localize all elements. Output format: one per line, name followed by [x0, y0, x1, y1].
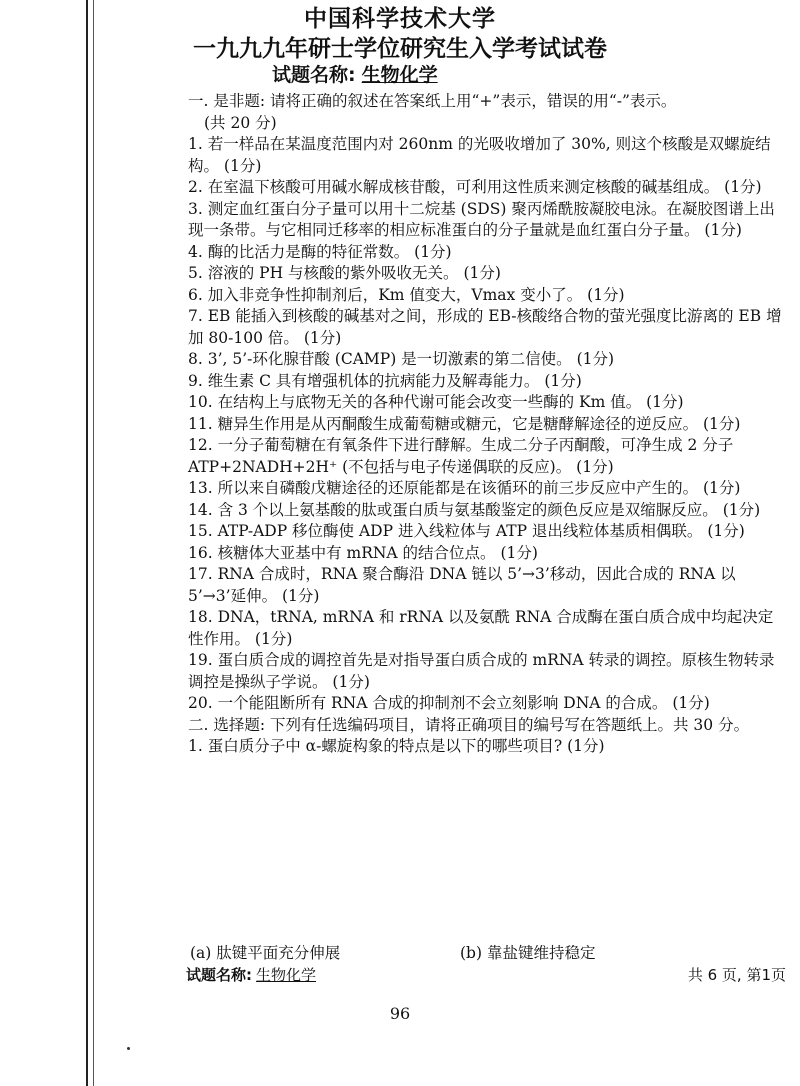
question-item: 11. 糖异生作用是从丙酮酸生成葡萄糖或糖元，它是糖酵解途径的逆反应。 (1分): [188, 414, 741, 433]
question-item: 9. 维生素 C 具有增强机体的抗病能力及解毒能力。 (1分): [188, 371, 582, 390]
footer-subject-value: 生物化学: [256, 966, 317, 984]
question-item: 16. 核糖体大亚基中有 mRNA 的结合位点。 (1分): [188, 543, 538, 562]
question-item: 1. 若一样品在某温度范围内对 260nm 的光吸收增加了 30%, 则这个核酸是双螺旋结构。 (1分): [188, 135, 771, 175]
page-footer: [186, 964, 786, 985]
question-item: 17. RNA 合成时，RNA 聚合酶沿 DNA 链以 5’→3’移动，因此合成的 RNA 以 5’→3’延伸。 (1分): [188, 565, 736, 605]
scan-speck: [127, 1047, 130, 1050]
binding-line-inner: [93, 0, 94, 1086]
university-title: 中国科学技术大学: [304, 6, 496, 32]
footer-subject: [186, 964, 316, 985]
question-item: 10. 在结构上与底物无关的各种代谢可能会改变一些酶的 Km 值。 (1分): [188, 393, 684, 411]
footer-subject-label: 试题名称:: [186, 966, 252, 984]
question-item: 12. 一分子葡萄糖在有氧条件下进行酵解。生成二分子丙酮酸，可净生成 2 分子 ATP+2NADH+2H⁺ (不包括与电子传递偶联的反应)。 (1分): [188, 436, 734, 476]
option-b: (b) 靠盐键维持稳定: [460, 944, 596, 962]
footer-page-info: 共 6 页, 第1页: [687, 966, 786, 984]
section2-question-1: 1. 蛋白质分子中 α-螺旋构象的特点是以下的哪些项目? (1分): [188, 737, 605, 755]
binding-line: [86, 0, 88, 1086]
subject-value: 生物化学: [361, 64, 438, 86]
answer-options: [190, 941, 790, 963]
exam-title: 一九九九年研士学位研究生入学考试试卷: [193, 36, 607, 62]
question-item: 19. 蛋白质合成的调控首先是对指导蛋白质合成的 mRNA 转录的调控。原核生物转录调控是操纵子学说。 (1分): [188, 651, 775, 691]
section1-points: (共 20 分): [204, 113, 277, 132]
question-item: 14. 含 3 个以上氨基酸的肽或蛋白质与氨基酸鉴定的颜色反应是双缩脲反应。 (1分): [188, 500, 761, 519]
question-item: 13. 所以来自磷酸戊糖途径的还原能都是在该循环的前三步反应中产生的。 (1分): [188, 479, 741, 497]
question-item: 20. 一个能阻断所有 RNA 合成的抑制剂不会立刻影响 DNA 的合成。 (1分): [188, 694, 710, 712]
question-item: 4. 酶的比活力是酶的特征常数。 (1分): [188, 242, 452, 261]
option-a: (a) 肽键平面充分伸展: [190, 944, 341, 962]
section2-title: 二. 选择题: 下列有任选编码项目，请将正确项目的编号写在答题纸上。共 30 分。: [188, 715, 750, 734]
section1-title: 一. 是非题: 请将正确的叙述在答案纸上用“+”表示，错误的用“-”表示。: [188, 92, 677, 110]
question-item: 3. 测定血红蛋白分子量可以用十二烷基 (SDS) 聚丙烯酰胺凝胶电泳。在凝胶图谱上出现一条带。与它相同迁移率的相应标准蛋白的分子量就是血红蛋白分子量。 (1分): [188, 199, 775, 239]
question-item: 5. 溶液的 PH 与核酸的紫外吸收无关。 (1分): [188, 264, 501, 282]
question-item: 7. EB 能插入到核酸的碱基对之间，形成的 EB-核酸络合物的萤光强度比游离的 EB 增加 80-100 倍。 (1分): [188, 307, 782, 347]
question-body: [188, 91, 788, 758]
question-item: 15. ATP-ADP 移位酶使 ADP 进入线粒体与 ATP 退出线粒体基质相偶联。 (1分): [188, 522, 745, 540]
question-item: 6. 加入非竞争性抑制剂后，Km 值变大，Vmax 变小了。 (1分): [188, 285, 625, 304]
page-number: 96: [389, 1004, 411, 1023]
subject-heading: [272, 60, 438, 87]
question-item: 8. 3’, 5’-环化腺苷酸 (CAMP) 是一切激素的第二信使。 (1分): [188, 350, 615, 368]
question-item: 18. DNA，tRNA, mRNA 和 rRNA 以及氨酰 RNA 合成酶在蛋白质合成中均起决定性作用。 (1分): [188, 608, 774, 648]
subject-label: 试题名称:: [272, 64, 356, 86]
question-item: 2. 在室温下核酸可用碱水解成核苷酸，可利用这性质来测定核酸的碱基组成。 (1分): [188, 178, 762, 196]
